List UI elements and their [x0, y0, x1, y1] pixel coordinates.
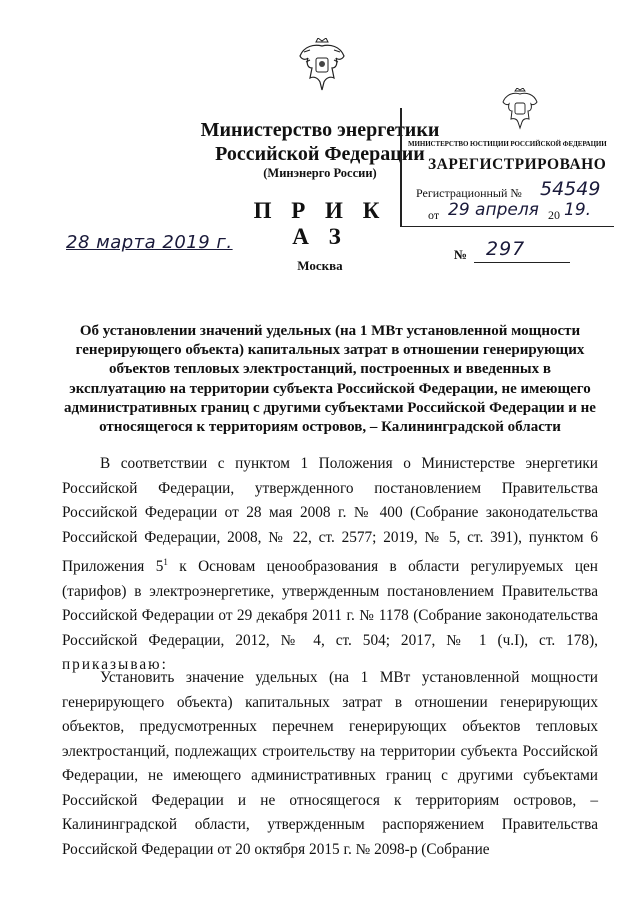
ministry-name-line1: Министерство энергетики: [200, 119, 440, 141]
order-number-label: №: [454, 247, 468, 262]
stamp-date-prefix: от: [428, 208, 440, 222]
stamp-reg-label: Регистрационный №: [416, 186, 522, 200]
order-number-underline: [474, 262, 570, 263]
body-paragraph-2: Установить значение удельных (на 1 МВт установленной мощности генерирующего объекта) капитальных затрат в отношении генерирующих объектов, предусмотренных перечнем генерирующих объектов тепловых электростанций, подлежащих строительству на территории субъекта Российской Федерации, не имеющего административных границ с другими субъектами Российской Федерации и не относящегося к территориям островов, – Калининградской области, утвержденным распоряжением Правительства Российской Федерации от 20 октября 2015 г. № 2098-р (Собрание: [62, 669, 598, 858]
order-date: 28 марта 2019 г.: [66, 232, 233, 253]
state-emblem-icon: [296, 38, 348, 94]
stamp-emblem-icon: [500, 88, 540, 132]
stamp-reg-number: 54549: [540, 178, 601, 200]
para1-text-a: В соответствии с пунктом 1 Положения о Министерстве энергетики Российской Федерации, утвержденного постановлением Правительства Российской Федерации от 28 мая 2008 г. № 400 (Собрание законодательства Российской Федерации, 2008, № 22, ст. 2577; 2019, № 5, ст. 391), пунктом 6 Приложения 5: [62, 455, 598, 576]
stamp-year: 19.: [564, 200, 592, 220]
document-title: Об установлении значений удельных (на 1 МВт установленной мощности генерирующего объекта) капитальных затрат в отношении генерирующих объектов тепловых электростанций, построенных и введенных в эксплуатацию на территории субъекта Российской Федерации, не имеющего административных границ с другими субъектами Российской Федерации и не относящегося к территориям островов, – Калининградской области: [64, 323, 596, 436]
para1-text-b: к Основам ценообразования в области регулируемых цен (тарифов) в электроэнергетике, утвержденным постановлением Правительства Российской Федерации от 29 декабря 2011 г. № 1178 (Собрание законодательства Российской Федерации, 2012, № 4, ст. 504; 2017, № 1 (ч.I), ст. 178),: [62, 558, 598, 649]
body-paragraph-1: [62, 452, 598, 678]
stamp-header: МИНИСТЕРСТВО ЮСТИЦИИ РОССИЙСКОЙ ФЕДЕРАЦИИ: [408, 140, 607, 148]
order-command: приказываю:: [62, 656, 168, 674]
document-type-heading: П Р И К А З: [253, 198, 387, 249]
stamp-year-prefix: 20: [548, 208, 560, 222]
para1-superscript: 1: [163, 557, 168, 567]
ministry-short-name: (Минэнерго России): [263, 166, 377, 180]
ministry-name-line2: Российской Федерации: [215, 143, 425, 165]
stamp-status: ЗАРЕГИСТРИРОВАНО: [428, 156, 607, 173]
order-number: 297: [486, 238, 526, 260]
stamp-date: 29 апреля: [448, 200, 539, 220]
city-name: Москва: [297, 258, 343, 273]
